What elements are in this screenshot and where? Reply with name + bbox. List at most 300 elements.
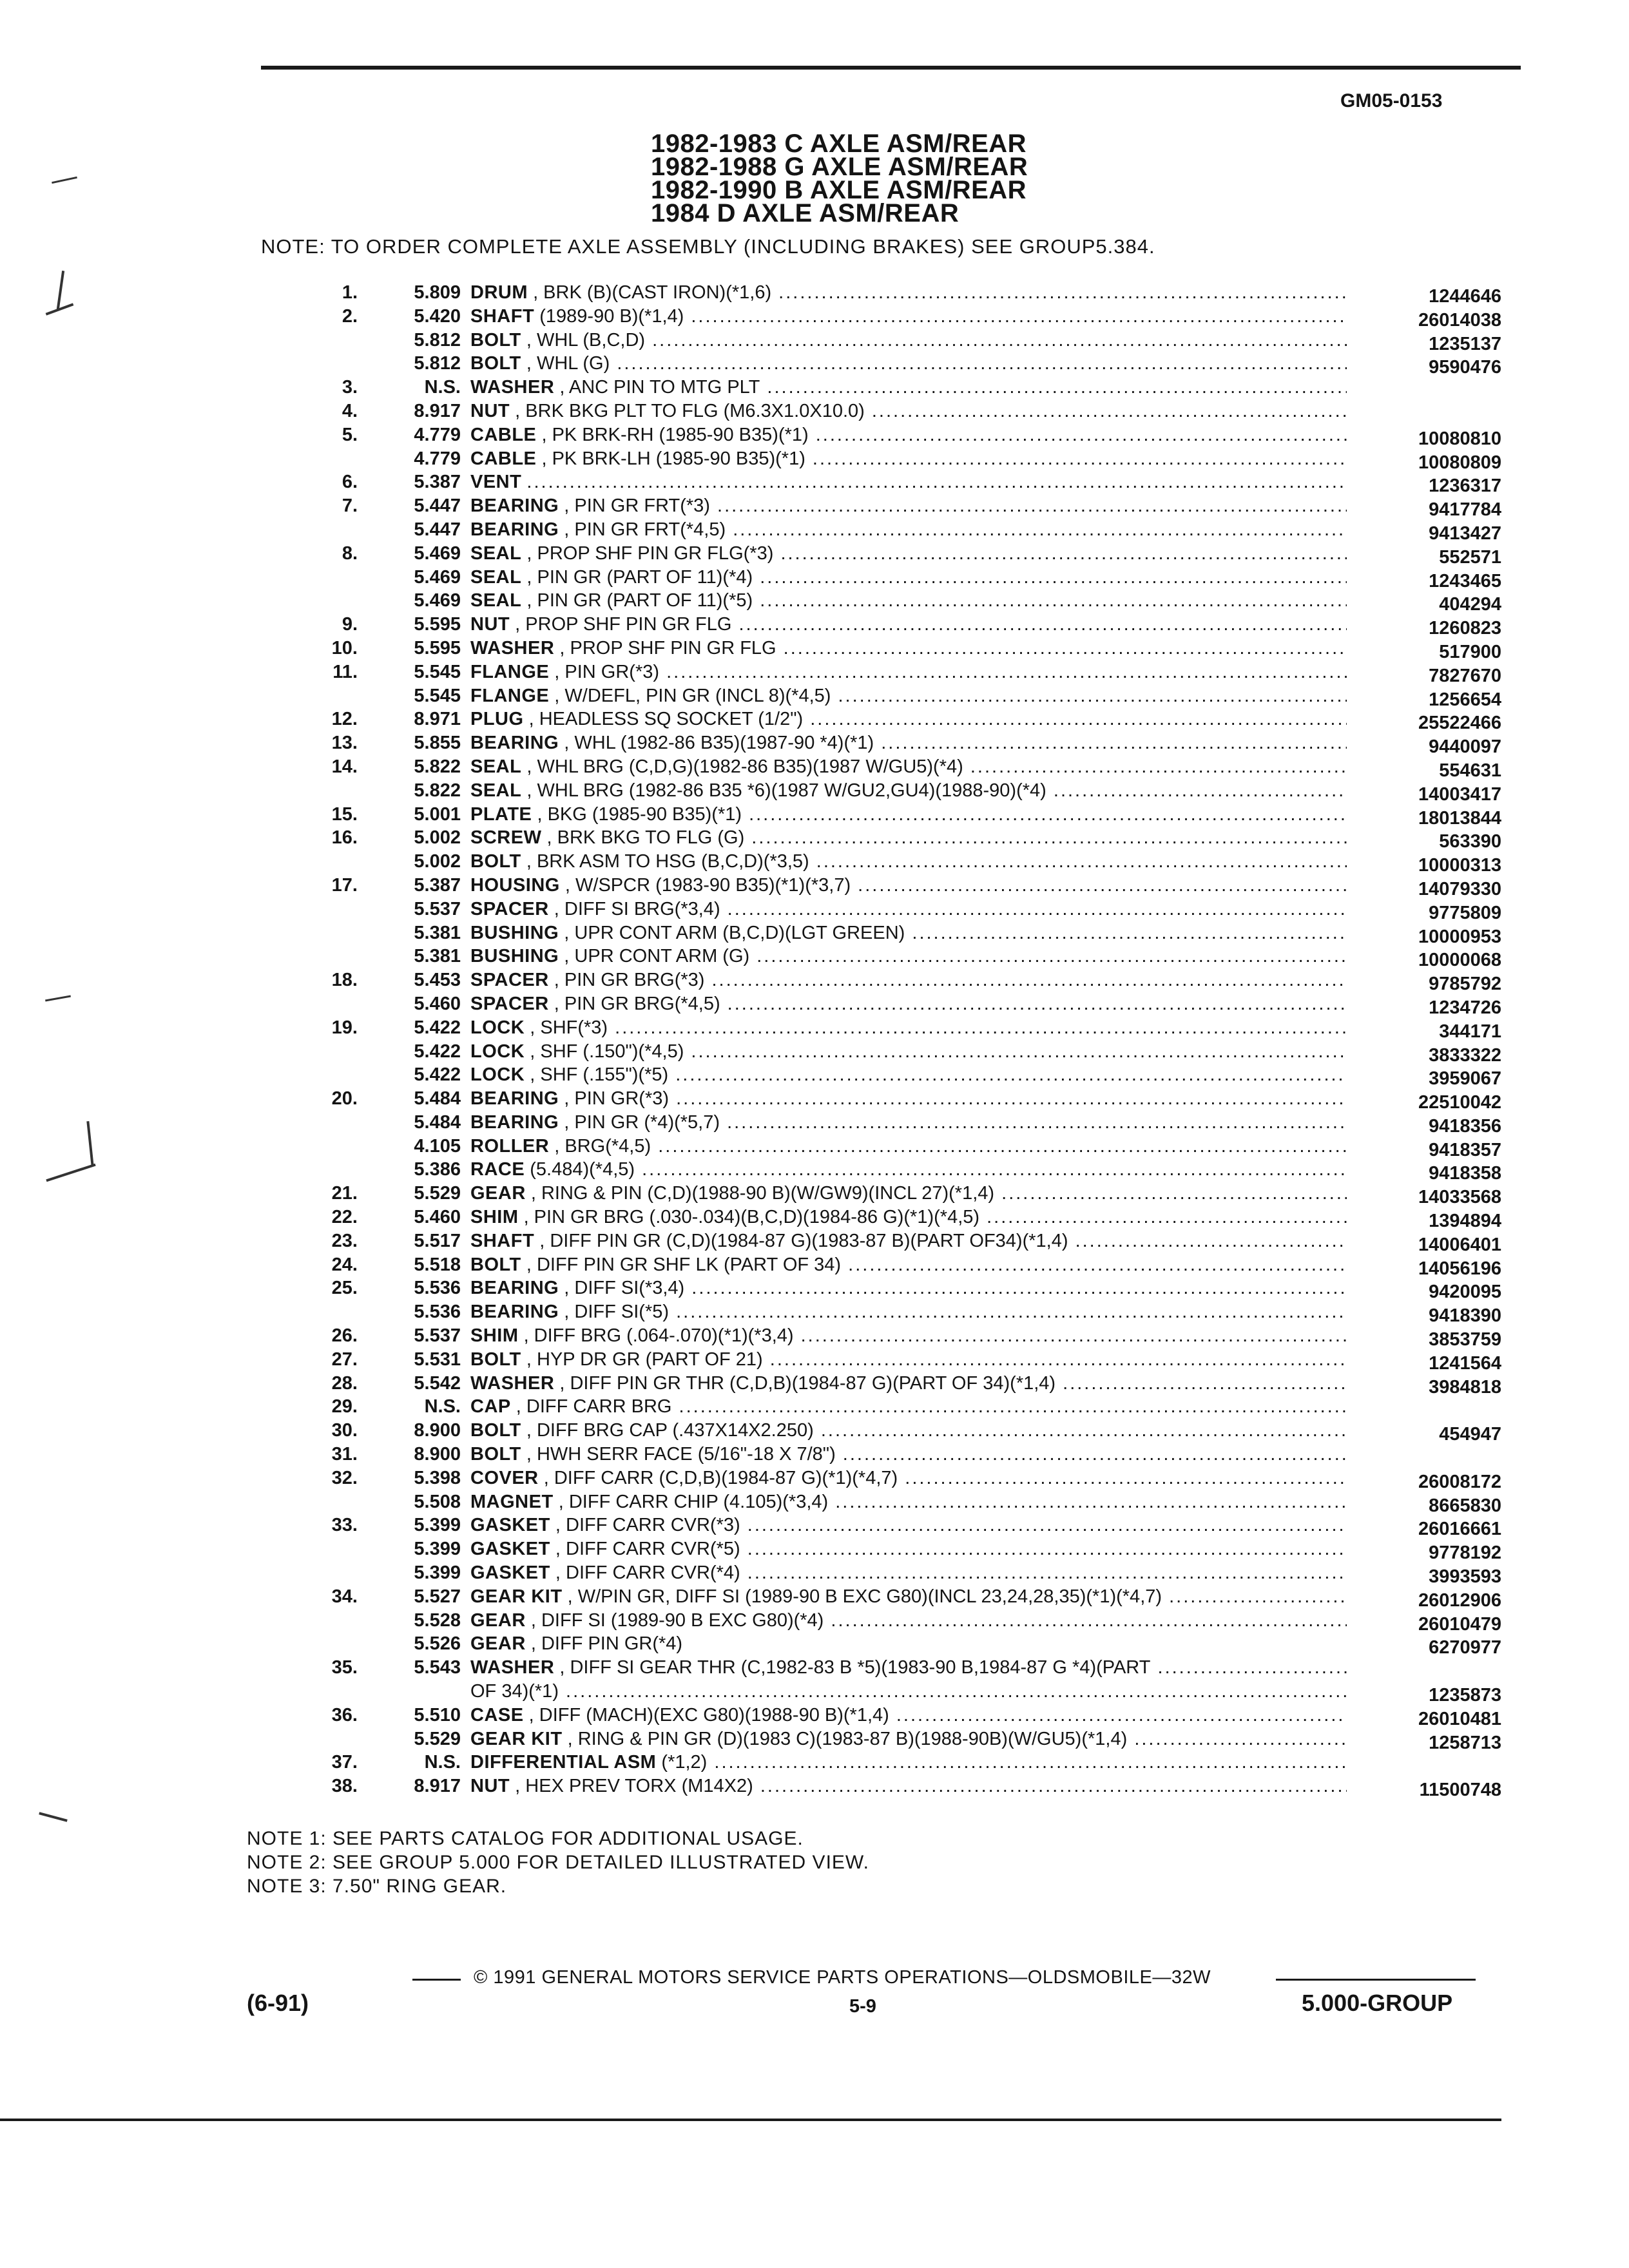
group-number: N.S.: [424, 1396, 461, 1418]
part-detail: , PK BRK-RH (1985-90 B35)(*1): [541, 424, 809, 445]
part-name: BOLT: [470, 353, 521, 374]
part-row: [261, 1395, 1501, 1419]
part-detail: , DIFF PIN GR THR (C,D,B)(1984-87 G)(PART OF 34)(*1,4): [559, 1372, 1056, 1394]
part-row: [261, 874, 1501, 898]
group-number: 5.510: [414, 1704, 461, 1725]
group-number: 8.900: [414, 1420, 461, 1441]
part-name: NUT: [470, 400, 510, 421]
group-number: 5.002: [414, 827, 461, 849]
part-row: [261, 613, 1501, 637]
part-detail: , PIN GR (PART OF 11)(*5): [526, 590, 753, 611]
part-row: [261, 1466, 1501, 1490]
group-number: 5.447: [414, 495, 461, 517]
group-number: 5.531: [414, 1349, 461, 1370]
group-number: 5.469: [414, 566, 461, 588]
group-number: 5.447: [414, 519, 461, 540]
part-name: SEAL: [470, 566, 522, 588]
part-name: FLANGE: [470, 685, 550, 706]
part-row: [261, 1561, 1501, 1588]
footer-page-number: 5-9: [849, 1996, 876, 2017]
part-number: 9420095: [1429, 1282, 1501, 1303]
part-description: [470, 1514, 1347, 1537]
group-number: 5.399: [414, 1562, 461, 1584]
part-row: [261, 470, 1501, 497]
footer-group: 5.000-GROUP: [1302, 1990, 1453, 2016]
item-number: 1.: [342, 282, 358, 303]
part-description: [470, 1276, 1347, 1300]
group-number: 5.460: [414, 993, 461, 1014]
part-number: 1244646: [1429, 286, 1501, 307]
part-name: DIFFERENTIAL ASM: [470, 1752, 657, 1773]
part-detail: , PIN GR BRG (.030-.034)(B,C,D)(1984-86 G)(*1)(*4,5): [523, 1207, 980, 1228]
part-row: [261, 707, 1501, 734]
part-description: [470, 660, 1347, 684]
part-row: [261, 637, 1501, 660]
part-description: [470, 684, 1347, 707]
group-number: 5.536: [414, 1302, 461, 1323]
part-detail: , HEX PREV TORX (M14X2): [515, 1776, 753, 1797]
part-description: [470, 1348, 1347, 1371]
part-detail: , WHL (1982-86 B35)(1987-90 *4)(*1): [564, 733, 874, 754]
footer-date: (6-91): [247, 1990, 309, 2016]
part-number: 1235873: [1429, 1685, 1501, 1706]
margin-mark: [39, 1812, 68, 1822]
margin-mark: [46, 1164, 95, 1182]
part-number: 14056196: [1418, 1258, 1501, 1279]
part-description: [470, 1040, 1347, 1063]
footer-copyright: © 1991 GENERAL MOTORS SERVICE PARTS OPERATIONS—OLDSMOBILE—32W: [474, 1967, 1211, 1988]
part-detail: , BRK ASM TO HSG (B,C,D)(*3,5): [526, 851, 809, 872]
group-number: 5.518: [414, 1254, 461, 1275]
part-row: [261, 1537, 1501, 1564]
title-line: 1982-1988 G AXLE ASM/REAR: [651, 153, 1028, 181]
group-number: 5.542: [414, 1372, 461, 1394]
part-detail: (*1,2): [661, 1752, 708, 1773]
part-name: LOCK: [470, 1041, 525, 1062]
group-number: N.S.: [424, 1752, 461, 1773]
part-number: 26010479: [1418, 1613, 1501, 1635]
item-number: 16.: [331, 827, 358, 849]
part-description: [470, 566, 1347, 589]
group-number: 8.971: [414, 709, 461, 730]
part-detail: , PIN GR BRG(*4,5): [554, 993, 720, 1014]
group-number: 5.001: [414, 803, 461, 825]
part-row: [261, 1158, 1501, 1182]
part-description: [470, 707, 1347, 731]
group-number: 5.386: [414, 1159, 461, 1180]
part-name: GEAR: [470, 1183, 526, 1204]
part-row: [261, 921, 1501, 945]
part-row: [261, 1348, 1501, 1372]
part-description: [470, 1324, 1347, 1347]
part-description: [470, 1206, 1347, 1229]
item-number: 11.: [333, 661, 358, 682]
group-number: 8.917: [414, 1776, 461, 1797]
part-description: [470, 826, 1347, 849]
part-detail: , DIFF CARR CVR(*5): [555, 1539, 740, 1560]
part-name: GASKET: [470, 1515, 550, 1536]
part-row: [261, 1135, 1501, 1158]
part-row: [261, 731, 1501, 758]
part-description: [470, 352, 1347, 375]
part-description: [470, 1561, 1347, 1584]
part-detail: , PIN GR FRT(*4,5): [564, 519, 726, 540]
part-number: 7827670: [1429, 665, 1501, 686]
part-row: [261, 992, 1501, 1016]
part-description: [470, 1182, 1347, 1205]
part-row: [261, 1727, 1501, 1751]
item-number: 22.: [331, 1207, 358, 1228]
part-description: [470, 850, 1347, 873]
part-name: WASHER: [470, 377, 555, 398]
part-number: 3833322: [1429, 1044, 1501, 1066]
group-number: 5.484: [414, 1111, 461, 1133]
part-row: [261, 1514, 1501, 1540]
part-number: 517900: [1439, 641, 1501, 662]
title-line: 1982-1983 C AXLE ASM/REAR: [651, 130, 1027, 158]
part-detail: , DIFF SI BRG(*3,4): [554, 898, 720, 919]
part-description: [470, 470, 1347, 494]
group-number: 8.917: [414, 400, 461, 421]
item-number: 6.: [342, 472, 358, 493]
part-number: 26016661: [1418, 1519, 1501, 1540]
part-number: 1243465: [1429, 570, 1501, 591]
part-description: [470, 968, 1347, 992]
part-row: [261, 447, 1501, 471]
group-number: 5.422: [414, 1064, 461, 1086]
item-number: 20.: [331, 1088, 358, 1110]
part-name: LOCK: [470, 1064, 525, 1086]
part-number: 1234726: [1429, 997, 1501, 1018]
part-row: [261, 1253, 1501, 1277]
part-detail: , DIFF PIN GR SHF LK (PART OF 34): [526, 1254, 842, 1275]
part-detail: , HEADLESS SQ SOCKET (1/2"): [528, 709, 804, 730]
part-number: 552571: [1439, 546, 1501, 568]
part-number: 3853759: [1429, 1329, 1501, 1350]
group-number: 5.528: [414, 1610, 461, 1631]
item-number: 18.: [331, 970, 358, 991]
part-name: GASKET: [470, 1562, 550, 1584]
part-description: [470, 1585, 1347, 1608]
part-row: [261, 1632, 1501, 1656]
part-detail: , UPR CONT ARM (B,C,D)(LGT GREEN): [564, 922, 905, 943]
part-number: 14033568: [1418, 1187, 1501, 1208]
part-row: [261, 305, 1501, 329]
part-row: [261, 1609, 1501, 1633]
part-detail: , RING & PIN GR (D)(1983 C)(1983-87 B)(1988-90B)(W/GU5)(*1,4): [567, 1728, 1128, 1749]
group-number: 5.543: [414, 1657, 461, 1678]
group-number: 5.527: [414, 1586, 461, 1607]
group-number: 5.812: [414, 353, 461, 374]
part-detail: , ANC PIN TO MTG PLT: [559, 377, 760, 398]
part-detail: , PROP SHF PIN GR FLG: [515, 614, 732, 635]
part-number: 25522466: [1418, 713, 1501, 734]
group-number: 5.469: [414, 590, 461, 611]
part-row: [261, 850, 1501, 874]
part-name: GEAR: [470, 1610, 526, 1631]
part-number: 10000068: [1418, 950, 1501, 971]
group-number: 5.387: [414, 472, 461, 493]
part-name: RACE: [470, 1159, 525, 1180]
part-name: WASHER: [470, 1657, 555, 1678]
part-description: [470, 1466, 1347, 1490]
part-number: 1241564: [1429, 1352, 1501, 1374]
part-detail: , W/SPCR (1983-90 B35)(*1)(*3,7): [564, 874, 851, 896]
item-number: 35.: [331, 1657, 358, 1678]
part-description: [470, 613, 1347, 636]
part-description: [470, 1395, 1347, 1418]
group-number: 5.537: [414, 1325, 461, 1347]
part-number: 6270977: [1429, 1637, 1501, 1658]
group-number: 5.822: [414, 780, 461, 801]
group-number: 5.529: [414, 1728, 461, 1749]
part-row: [261, 684, 1501, 708]
part-detail: , PIN GR(*3): [554, 661, 660, 682]
item-number: 19.: [331, 1017, 358, 1038]
group-number: 5.812: [414, 329, 461, 351]
part-name: SHIM: [470, 1207, 519, 1228]
part-number: 26010481: [1418, 1708, 1501, 1729]
part-description: [470, 731, 1347, 754]
part-detail: , W/DEFL, PIN GR (INCL 8)(*4,5): [554, 685, 831, 706]
group-number: 5.822: [414, 756, 461, 777]
part-name: BEARING: [470, 1278, 559, 1299]
group-number: 5.381: [414, 922, 461, 943]
part-row: [261, 1774, 1501, 1801]
part-number: 22510042: [1418, 1092, 1501, 1113]
part-name: BEARING: [470, 495, 559, 517]
part-description: [470, 1751, 1347, 1774]
part-description: [470, 1609, 1347, 1632]
title-block: [651, 132, 1166, 225]
group-number: 4.779: [414, 448, 461, 469]
part-number: 26014038: [1418, 309, 1501, 331]
part-row: [261, 1656, 1501, 1680]
item-number: 9.: [342, 614, 358, 635]
group-number: 5.526: [414, 1633, 461, 1655]
part-row: [261, 399, 1501, 423]
part-description: [470, 1063, 1347, 1086]
part-description: [470, 1537, 1347, 1561]
part-row: [261, 660, 1501, 684]
part-name: MAGNET: [470, 1491, 554, 1512]
item-number: 14.: [331, 756, 358, 777]
part-description: [470, 1419, 1347, 1442]
part-number: 18013844: [1418, 807, 1501, 829]
part-detail: , HYP DR GR (PART OF 21): [526, 1349, 763, 1370]
part-row: [261, 1063, 1501, 1090]
part-description: [470, 1774, 1347, 1798]
item-number: 38.: [331, 1776, 358, 1797]
part-detail: (1989-90 B)(*1,4): [539, 305, 684, 327]
part-number: 9590476: [1429, 357, 1501, 378]
item-number: 15.: [331, 803, 358, 825]
part-name: ROLLER: [470, 1135, 550, 1157]
part-name: SPACER: [470, 898, 549, 919]
part-detail: , BRK BKG TO FLG (G): [546, 827, 745, 849]
part-row: [261, 898, 1501, 921]
group-number: N.S.: [424, 377, 461, 398]
part-detail: , WHL BRG (C,D,G)(1982-86 B35)(1987 W/GU5)(*4): [526, 756, 963, 777]
group-number: 5.398: [414, 1467, 461, 1488]
part-detail: , DIFF CARR (C,D,B)(1984-87 G)(*1)(*4,7): [543, 1467, 898, 1488]
part-number: 1258713: [1429, 1732, 1501, 1753]
part-description: [470, 494, 1347, 517]
item-number: 12.: [331, 709, 358, 730]
part-row: [261, 494, 1501, 521]
part-description: [470, 376, 1347, 399]
part-description: [470, 992, 1347, 1015]
part-detail: , PIN GR (*4)(*5,7): [564, 1111, 720, 1133]
group-number: 5.453: [414, 970, 461, 991]
part-detail: , BRK BKG PLT TO FLG (M6.3X1.0X10.0): [515, 400, 865, 421]
part-number: 9418358: [1429, 1163, 1501, 1184]
part-row: [261, 329, 1501, 352]
part-number: 26008172: [1418, 1471, 1501, 1492]
item-number: 5.: [342, 424, 358, 445]
parts-list: [261, 281, 1501, 1801]
part-name: BEARING: [470, 519, 559, 540]
part-name: SCREW: [470, 827, 542, 849]
part-row: [261, 1680, 1501, 1704]
part-number: 9413427: [1429, 523, 1501, 544]
group-number: 4.105: [414, 1135, 461, 1157]
group-number: 5.545: [414, 661, 461, 682]
part-number: 344171: [1439, 1021, 1501, 1042]
group-number: 5.545: [414, 685, 461, 706]
part-row: [261, 1372, 1501, 1396]
part-description: [470, 874, 1347, 897]
part-row: [261, 281, 1501, 305]
part-row: [261, 755, 1501, 779]
part-description: [470, 1229, 1347, 1253]
part-detail: , DIFF BRG (.064-.070)(*1)(*3,4): [523, 1325, 794, 1347]
part-name: SEAL: [470, 543, 522, 564]
part-name: NUT: [470, 614, 510, 635]
part-description: [470, 1300, 1347, 1323]
part-row: [261, 1704, 1501, 1727]
part-description: [470, 945, 1347, 968]
part-row: [261, 352, 1501, 376]
group-number: 5.537: [414, 898, 461, 919]
part-detail: , RING & PIN (C,D)(1988-90 B)(W/GW9)(INCL 27)(*1,4): [530, 1183, 995, 1204]
group-number: 5.595: [414, 637, 461, 658]
part-number: 1236317: [1429, 476, 1501, 497]
part-row: [261, 1111, 1501, 1135]
bottom-rule: [0, 2119, 1501, 2121]
part-detail: , PIN GR(*3): [564, 1088, 670, 1110]
top-rule: [261, 66, 1521, 70]
part-name: SEAL: [470, 756, 522, 777]
part-name: BOLT: [470, 1420, 521, 1441]
part-detail: , DIFF SI(*3,4): [564, 1278, 685, 1299]
part-description: [470, 803, 1347, 826]
part-name: NUT: [470, 1776, 510, 1797]
part-name: BEARING: [470, 733, 559, 754]
group-number: 5.508: [414, 1491, 461, 1512]
part-row: [261, 1751, 1501, 1774]
part-detail: OF 34)(*1): [470, 1681, 559, 1702]
footer-rule-right: [1276, 1979, 1476, 1981]
part-description: [470, 779, 1347, 802]
part-detail: , SHF (.150")(*4,5): [530, 1041, 684, 1062]
document-id: GM05-0153: [1340, 90, 1443, 111]
part-description: [470, 447, 1347, 470]
part-detail: , WHL BRG (1982-86 B35 *6)(1987 W/GU2,GU4)(1988-90)(*4): [526, 780, 1046, 801]
item-number: 17.: [331, 874, 358, 896]
part-name: VENT: [470, 472, 522, 493]
part-row: [261, 945, 1501, 971]
group-number: 5.422: [414, 1041, 461, 1062]
part-detail: , PIN GR (PART OF 11)(*4): [526, 566, 753, 588]
part-number: 554631: [1439, 760, 1501, 781]
part-description: [470, 1727, 1347, 1751]
part-number: 10000953: [1418, 926, 1501, 947]
margin-mark: [86, 1121, 93, 1166]
part-number: 404294: [1439, 594, 1501, 615]
part-row: [261, 1419, 1501, 1443]
part-row: [261, 423, 1501, 447]
part-description: [470, 1632, 1347, 1655]
part-name: GEAR KIT: [470, 1586, 563, 1607]
part-number: 9775809: [1429, 902, 1501, 923]
part-name: BOLT: [470, 1349, 521, 1370]
item-number: 33.: [331, 1515, 358, 1536]
part-name: SPACER: [470, 993, 549, 1014]
part-row: [261, 826, 1501, 850]
note-line: NOTE 1: SEE PARTS CATALOG FOR ADDITIONAL USAGE.: [247, 1828, 804, 1849]
item-number: 8.: [342, 543, 358, 564]
item-number: 31.: [331, 1444, 358, 1465]
part-name: FLANGE: [470, 661, 550, 682]
part-row: [261, 1443, 1501, 1466]
group-number: 5.595: [414, 614, 461, 635]
group-number: 5.420: [414, 305, 461, 327]
part-row: [261, 1206, 1501, 1232]
part-row: [261, 1324, 1501, 1348]
group-number: 4.779: [414, 424, 461, 445]
part-name: BOLT: [470, 1254, 521, 1275]
part-number: 26012906: [1418, 1590, 1501, 1611]
part-number: 9440097: [1429, 736, 1501, 758]
part-number: 454947: [1439, 1424, 1501, 1445]
part-detail: , WHL (G): [526, 353, 610, 374]
part-detail: , DIFF CARR CVR(*3): [555, 1515, 740, 1536]
item-number: 23.: [331, 1230, 358, 1251]
part-number: 10080809: [1418, 452, 1501, 473]
item-number: 29.: [331, 1396, 358, 1418]
group-number: 5.381: [414, 946, 461, 967]
part-number: 9418356: [1429, 1115, 1501, 1137]
part-name: BOLT: [470, 1444, 521, 1465]
part-row: [261, 589, 1501, 613]
part-name: SHAFT: [470, 1230, 535, 1251]
part-row: [261, 542, 1501, 566]
part-detail: , DIFF SI(*5): [564, 1302, 670, 1323]
part-description: [470, 1158, 1347, 1181]
part-description: [470, 1087, 1347, 1110]
part-number: 9785792: [1429, 974, 1501, 995]
item-number: 7.: [342, 495, 358, 517]
part-number: 14079330: [1418, 878, 1501, 899]
part-detail: , PROP SHF PIN GR FLG: [559, 637, 776, 658]
part-row: [261, 1040, 1501, 1064]
part-row: [261, 1276, 1501, 1303]
part-detail: , UPR CONT ARM (G): [564, 946, 750, 967]
part-row: [261, 376, 1501, 399]
part-name: BOLT: [470, 851, 521, 872]
part-detail: , PIN GR BRG(*3): [554, 970, 705, 991]
